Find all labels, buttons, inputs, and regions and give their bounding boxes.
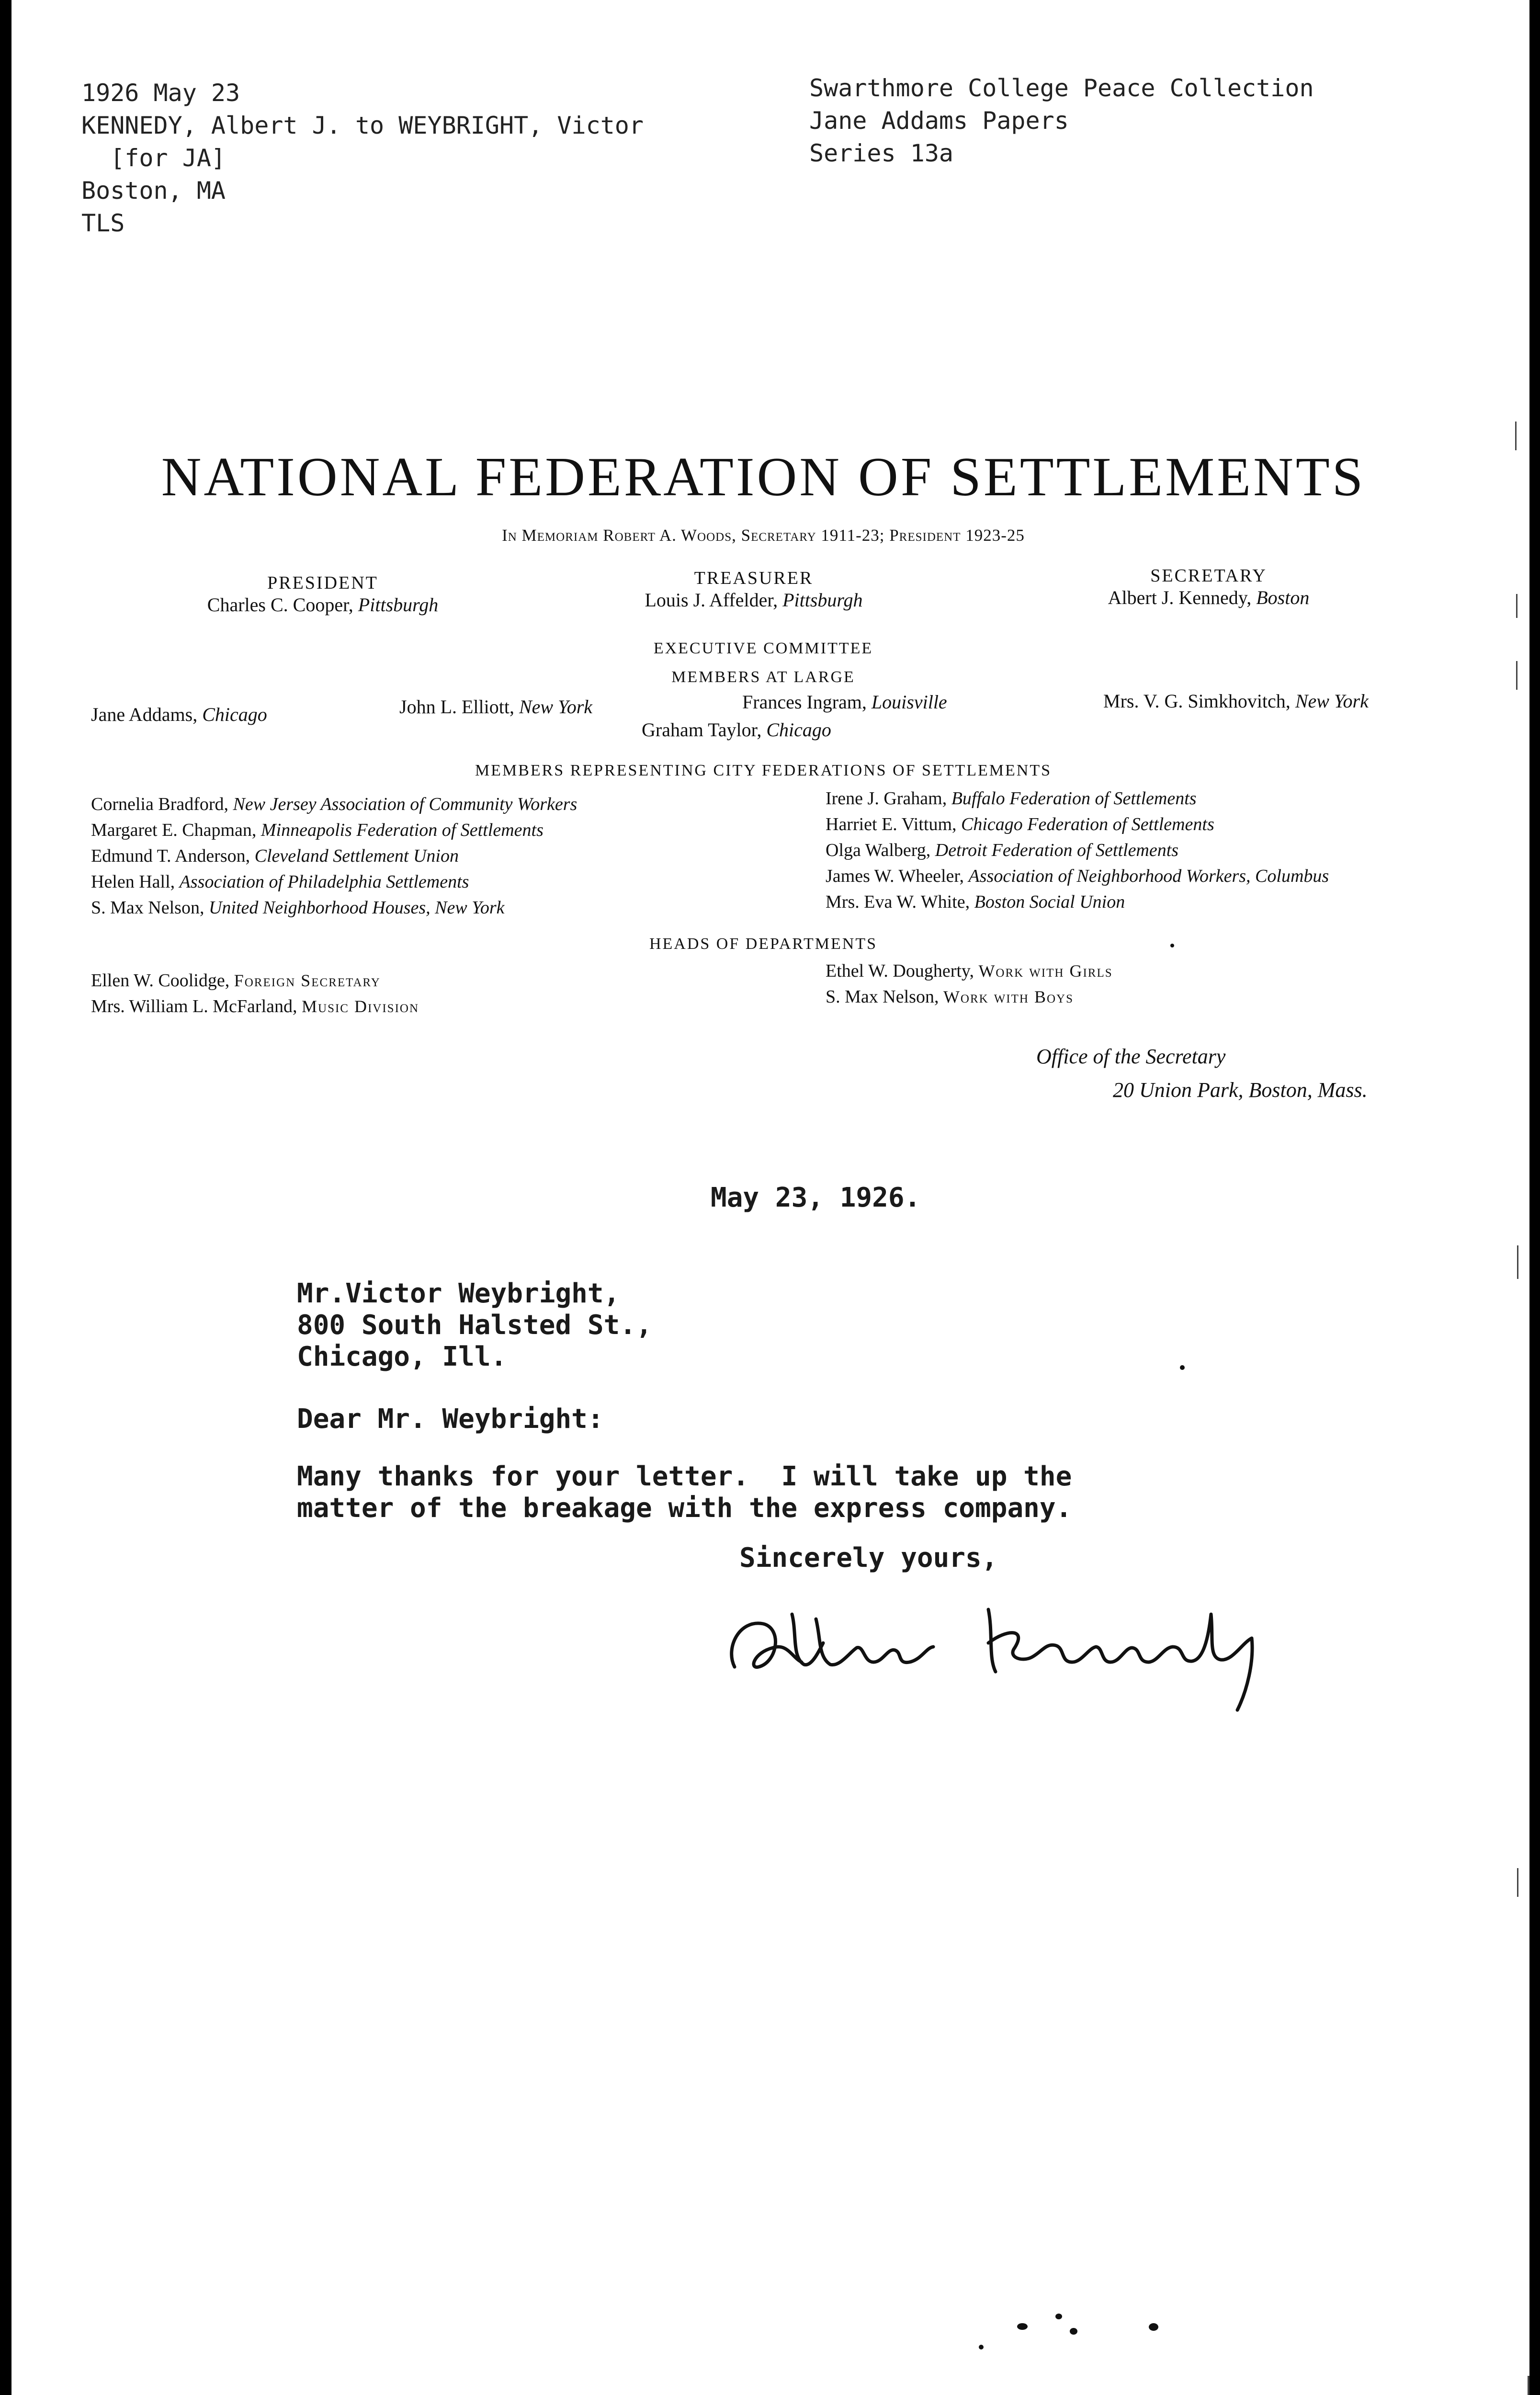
member-at-large: Graham Taylor, Chicago [642,719,831,741]
page-edge-mark [1516,661,1517,690]
city-federation-member: Margaret E. Chapman, Minneapolis Federation of Settlements [91,820,544,840]
city-federations-right [826,786,1329,915]
body-line: Many thanks for your letter. I will take up the [297,1461,1072,1492]
city-federations-left [91,791,577,921]
scan-speck [1055,2314,1062,2319]
recipient-address [297,1278,652,1373]
member-at-large: Mrs. V. G. Simkhovitch, New York [1103,690,1369,712]
signature [720,1590,1324,1715]
officer-city: Pittsburgh [782,589,863,611]
city-federation-member: Irene J. Graham, Buffalo Federation of Settlements [826,788,1197,809]
office-of-secretary: Office of the Secretary [1036,1045,1226,1068]
archive-line: Boston, MA [81,177,226,205]
page-edge-mark [1528,2376,1529,2395]
officer-role: SECRETARY [1150,566,1267,586]
salutation: Dear Mr. Weybright: [297,1403,604,1435]
page-edge-mark [1516,594,1517,618]
archive-collection [809,72,1314,170]
executive-committee-heading: EXECUTIVE COMMITTEE [653,639,873,657]
archive-line: KENNEDY, Albert J. to WEYBRIGHT, Victor [81,112,644,139]
scan-speck [1180,1365,1185,1370]
member-at-large: Jane Addams, Chicago [91,704,267,725]
city-federation-member: James W. Wheeler, Association of Neighborhood Workers, Columbus [826,866,1329,886]
officer-city: Boston [1256,587,1310,608]
letterhead-memoriam: In Memoriam Robert A. Woods, Secretary 1911-23; President 1923-25 [502,526,1025,545]
member-at-large: John L. Elliott, New York [399,696,593,718]
office-address: 20 Union Park, Boston, Mass. [1113,1078,1368,1102]
collection-line: Swarthmore College Peace Collection [809,74,1314,102]
page-edge-mark [1517,1245,1518,1279]
letter-body [297,1461,1072,1524]
departments-left [91,968,419,1019]
letterhead-title: NATIONAL FEDERATION OF SETTLEMENTS [161,446,1366,508]
body-line: matter of the breakage with the express company. [297,1493,1072,1524]
officer-city: Pittsburgh [358,594,439,616]
city-federation-member: Harriet E. Vittum, Chicago Federation of Settlements [826,814,1214,834]
department-head: S. Max Nelson, Work with Boys [826,987,1074,1007]
officer-name: Charles C. Cooper, [207,594,353,616]
member-at-large: Frances Ingram, Louisville [742,691,947,713]
collection-line: Jane Addams Papers [809,107,1069,135]
city-federation-member: S. Max Nelson, United Neighborhood Houses, New York [91,898,505,918]
address-line: 800 South Halsted St., [297,1310,652,1341]
officer-secretary [1041,565,1376,609]
officer-name: Louis J. Affelder, [645,589,778,611]
letter-date: May 23, 1926. [711,1182,921,1213]
officer-president [155,572,490,616]
page-edge-mark [1515,422,1517,450]
collection-line: Series 13a [809,139,954,167]
city-federation-member: Olga Walberg, Detroit Federation of Settlements [826,840,1179,860]
department-head: Ethel W. Dougherty, Work with Girls [826,961,1113,981]
scan-speck [1070,2328,1077,2335]
department-head: Mrs. William L. McFarland, Music Division [91,996,419,1016]
members-at-large-heading: MEMBERS AT LARGE [671,668,855,686]
city-federations-heading: MEMBERS REPRESENTING CITY FEDERATIONS OF SETTLEMENTS [475,762,1052,779]
city-federation-member: Cornelia Bradford, New Jersey Association of Community Workers [91,794,578,814]
address-line: Chicago, Ill. [297,1341,507,1372]
city-federation-member: Edmund T. Anderson, Cleveland Settlement Union [91,846,459,866]
departments-right [826,958,1113,1010]
scan-speck [979,2345,984,2349]
scan-speck [1149,2323,1158,2331]
archive-line: 1926 May 23 [81,79,240,107]
page-edge-mark [1517,1868,1518,1897]
archive-citation [81,77,644,240]
officer-role: PRESIDENT [267,573,378,593]
scan-speck [1170,944,1174,947]
closing: Sincerely yours, [739,1542,998,1574]
archive-line: [for JA] [81,144,226,172]
archive-line: TLS [81,209,125,237]
departments-heading: HEADS OF DEPARTMENTS [649,935,878,953]
address-line: Mr.Victor Weybright, [297,1278,620,1309]
officer-name: Albert J. Kennedy, [1108,587,1252,608]
city-federation-member: Helen Hall, Association of Philadelphia Settlements [91,872,469,892]
officer-role: TREASURER [694,568,814,588]
department-head: Ellen W. Coolidge, Foreign Secretary [91,970,381,991]
city-federation-member: Mrs. Eva W. White, Boston Social Union [826,892,1125,912]
officer-treasurer [586,568,921,611]
scan-speck [1017,2323,1028,2330]
letter-page [11,0,1529,2395]
